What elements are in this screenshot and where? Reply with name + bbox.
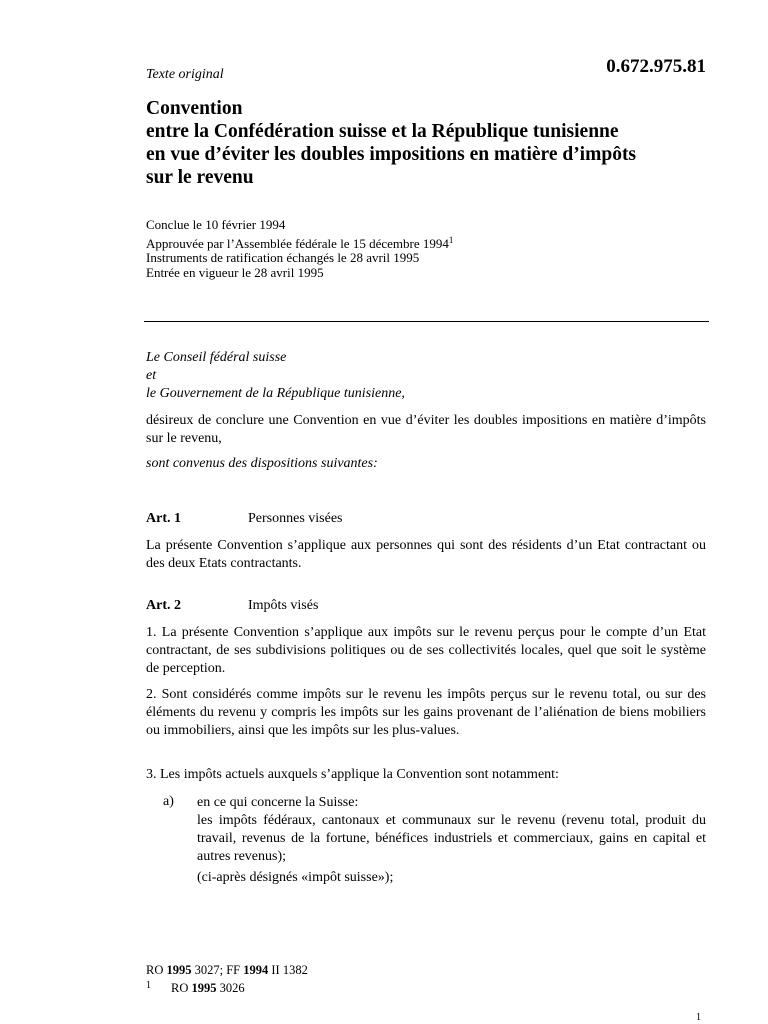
- document-title: [146, 97, 716, 189]
- rs-number: 0.672.975.81: [606, 56, 706, 77]
- page-number: 1: [696, 1012, 701, 1023]
- party-conjunction: et: [146, 368, 157, 383]
- party-tunisian: le Gouvernement de la République tunisienne,: [146, 386, 405, 401]
- ref-ff-page: II 1382: [271, 963, 308, 977]
- article-title: Personnes visées: [248, 511, 343, 526]
- dates-block: [146, 218, 453, 280]
- article-number: Art. 2: [146, 598, 181, 613]
- footnote-number: 1: [146, 980, 151, 991]
- date-ratification: Instruments de ratification échangés le 28 avril 1995: [146, 250, 420, 265]
- horizontal-divider: [144, 321, 709, 322]
- party-swiss: Le Conseil fédéral suisse: [146, 350, 287, 365]
- original-text-label: Texte original: [146, 67, 224, 82]
- title-line: en vue d’éviter les doubles impositions en matière d’impôts: [146, 144, 637, 165]
- article-number: Art. 1: [146, 511, 181, 526]
- footnote: [146, 980, 245, 996]
- title-line: sur le revenu: [146, 167, 254, 188]
- list-item-text: les impôts fédéraux, cantonaux et communaux sur le revenu (revenu total, produit du travail, revenus de la fortune, bénéfices industriels et commerciaux, gains en capital et autres revenus);: [197, 813, 706, 864]
- article-2-paragraph-1: 1. La présente Convention s’applique aux impôts sur le revenu perçus pour le compte d’un Etat contractant, de ses subdivisions politiques ou de ses collectivités locales, quel que soit le système de perception.: [146, 625, 706, 676]
- list-item-label: a): [163, 794, 174, 809]
- ref-ro-page: 3027; FF: [194, 963, 241, 977]
- footnote-ro-label: RO: [171, 981, 189, 995]
- date-approved-text: Approuvée par l’Assemblée fédérale le 15 décembre 1994: [146, 235, 449, 251]
- list-item-designation: (ci-après désignés «impôt suisse»);: [197, 870, 394, 885]
- ref-ff-year: 1994: [243, 963, 269, 977]
- footnote-ref: 1: [448, 234, 454, 245]
- list-item-body: [197, 794, 706, 887]
- article-2-paragraph-2: 2. Sont considérés comme impôts sur le revenu les impôts perçus sur le revenu total, ou sur des éléments du revenu y compris les impôts sur les gains provenant de l’aliénation de biens mobiliers ou immobiliers, ainsi que les impôts sur les plus-values.: [146, 687, 706, 738]
- article-2-paragraph-3: 3. Les impôts actuels auxquels s’applique la Convention sont notamment:: [146, 767, 559, 782]
- ref-ro-year: 1995: [166, 963, 192, 977]
- list-item-heading: en ce qui concerne la Suisse:: [197, 795, 359, 810]
- article-1-paragraph: La présente Convention s’applique aux personnes qui sont des résidents d’un Etat contractant ou des deux Etats contractants.: [146, 538, 706, 571]
- article-title: Impôts visés: [248, 598, 319, 613]
- title-line: entre la Confédération suisse et la République tunisienne: [146, 121, 619, 142]
- publication-reference: [146, 963, 308, 978]
- footnote-ro-page: 3026: [219, 981, 245, 995]
- preamble-agreed: sont convenus des dispositions suivantes:: [146, 456, 378, 471]
- date-concluded: Conclue le 10 février 1994: [146, 217, 286, 232]
- title-line: Convention: [146, 98, 243, 119]
- date-entry: Entrée en vigueur le 28 avril 1995: [146, 264, 324, 280]
- preamble-parties: [146, 349, 405, 403]
- ref-ro-label: RO: [146, 963, 164, 977]
- date-approved: [146, 233, 453, 252]
- footnote-ro-year: 1995: [191, 981, 217, 995]
- preamble-desire: désireux de conclure une Convention en vue d’éviter les doubles impositions en matière d’impôts sur le revenu,: [146, 413, 706, 446]
